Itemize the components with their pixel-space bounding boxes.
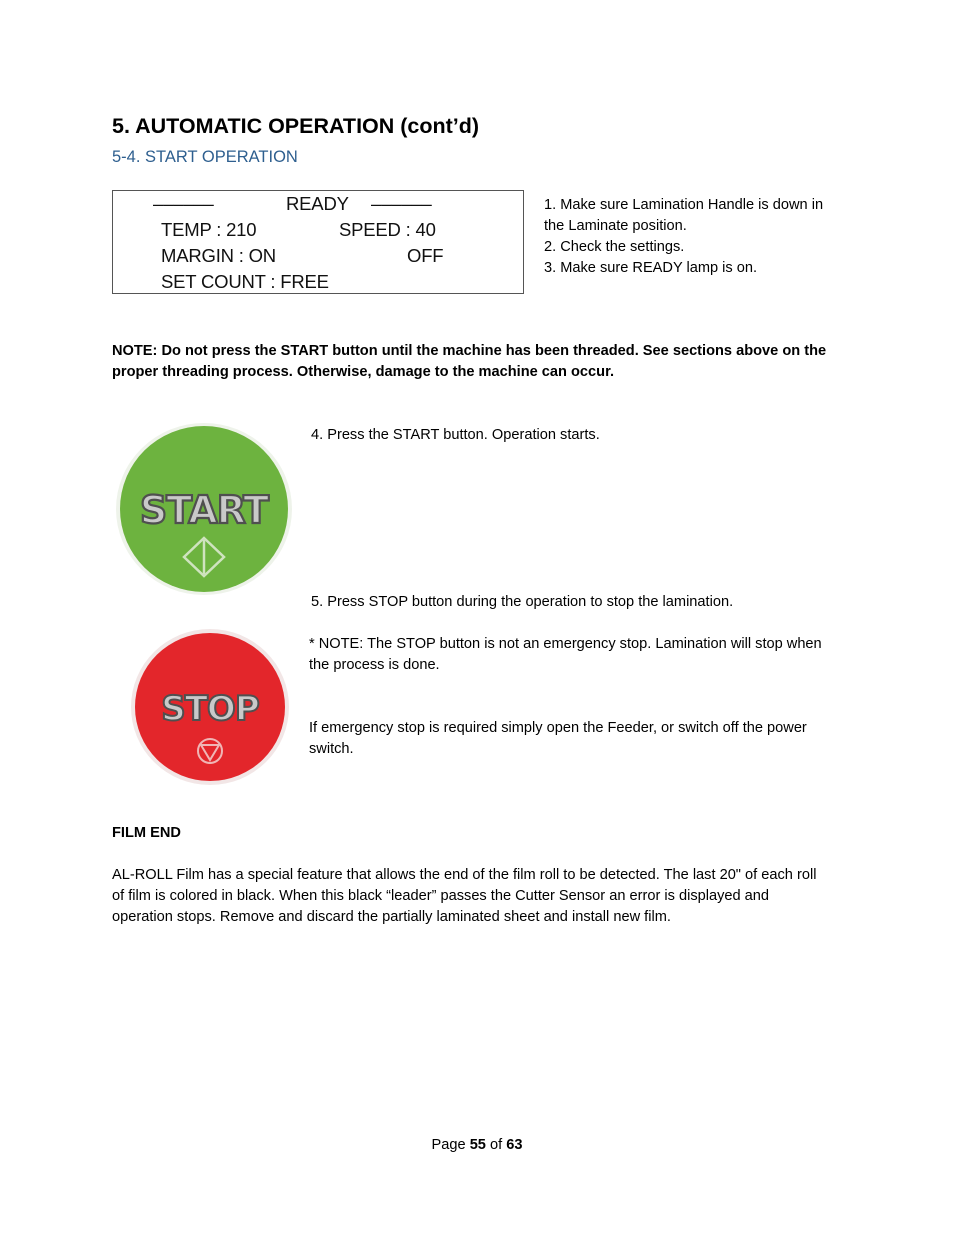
footer-page-total: 63 bbox=[506, 1137, 523, 1153]
emergency-note: If emergency stop is required simply open the Feeder, or switch off the power switch. bbox=[309, 720, 807, 757]
threading-note: NOTE: Do not press the START button until the machine has been threaded. See sections above on the proper threading process. Otherwise, damage to the machine can occur. bbox=[112, 343, 827, 380]
lcd-set-count: SET COUNT : FREE bbox=[161, 271, 329, 292]
setup-steps bbox=[544, 195, 844, 279]
film-end-text: AL-ROLL Film has a special feature that allows the end of the film roll to be detected. The last 20" of each roll of film is colored in black. When this black “leader” passes the Cutter Sensor an error is displayed and operation stops. Remove and discard the partially laminated sheet and install new film. bbox=[112, 867, 817, 925]
stop-button-label: STOP bbox=[161, 689, 259, 729]
page-title: 5. AUTOMATIC OPERATION (cont’d) bbox=[112, 114, 480, 138]
film-end-title: FILM END bbox=[112, 825, 181, 841]
lcd-speed: SPEED : 40 bbox=[339, 219, 436, 240]
list-item: 1. Make sure Lamination Handle is down in the Laminate position. bbox=[544, 197, 824, 234]
lcd-display bbox=[112, 190, 524, 294]
step-5: 5. Press STOP button during the operation to stop the lamination. bbox=[311, 594, 734, 610]
step-4: 4. Press the START button. Operation starts. bbox=[311, 427, 600, 443]
start-button-image bbox=[114, 422, 294, 598]
stop-note: * NOTE: The STOP button is not an emergency stop. Lamination will stop when the process is done. bbox=[309, 636, 822, 673]
page-footer bbox=[0, 1137, 954, 1153]
lcd-dashes-left: –––––– bbox=[153, 193, 214, 214]
lcd-margin-value: OFF bbox=[407, 245, 444, 266]
lcd-dashes-right: –––––– bbox=[371, 193, 432, 214]
footer-page-number: 55 bbox=[469, 1137, 486, 1153]
lcd-ready: READY bbox=[286, 193, 349, 214]
footer-page-word: Page bbox=[431, 1137, 466, 1153]
list-item: 2. Check the settings. bbox=[544, 239, 685, 255]
section-subtitle: 5-4. START OPERATION bbox=[112, 148, 298, 166]
start-button-label: START bbox=[139, 488, 269, 532]
list-item: 3. Make sure READY lamp is on. bbox=[544, 260, 758, 276]
lcd-margin: MARGIN : ON bbox=[161, 245, 276, 266]
stop-button-image bbox=[130, 628, 290, 786]
footer-of-word: of bbox=[489, 1137, 503, 1153]
lcd-temp: TEMP : 210 bbox=[161, 219, 257, 240]
